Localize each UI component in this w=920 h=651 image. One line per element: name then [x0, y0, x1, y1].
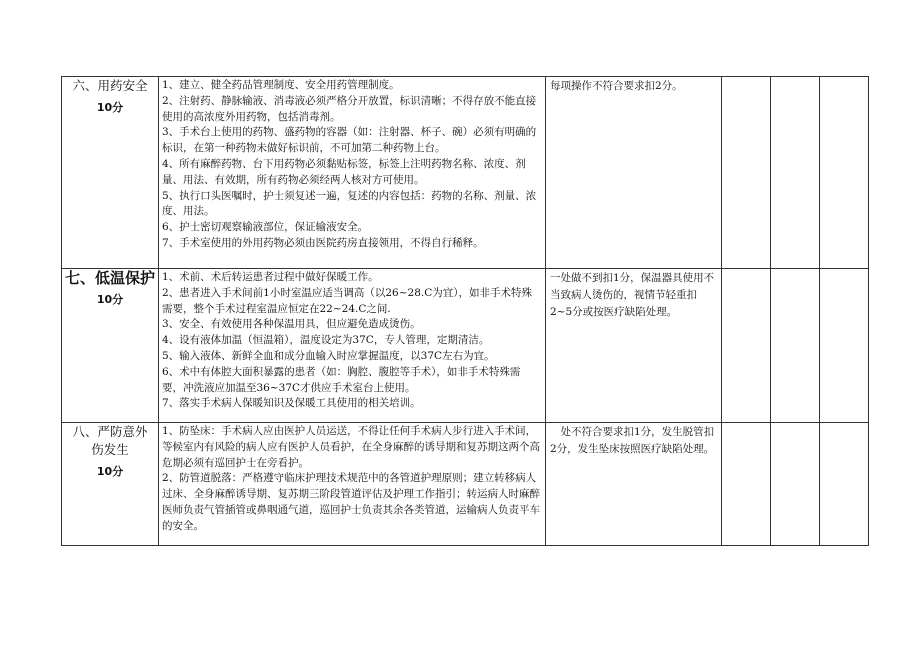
category-score: 10分	[96, 465, 124, 478]
score-cell	[722, 269, 771, 423]
category-score: 10分	[96, 293, 124, 306]
requirement-item: 5、输入液体、新鲜全血和成分血输入时应掌握温度，以37C左右为宜。	[162, 349, 495, 362]
score-cell	[820, 269, 869, 423]
requirement-item: 5、执行口头医嘱时，护士须复述一遍，复述的内容包括：药物的名称、剂量、浓度、用法。	[162, 189, 537, 218]
deduction-cell	[546, 77, 722, 269]
category-cell	[62, 77, 159, 269]
requirement-item: 6、术中有体腔大面积暴露的患者（如：胸腔、腹腔等手术），如非手术特殊需要，冲洗液应加温至36~37C才供应手术室台上使用。	[162, 365, 521, 394]
table-row-section-7	[62, 269, 869, 423]
deduction-text: 一处做不到扣1分，保温器具使用不当致病人烫伤的，视情节轻重扣2~5分或按医疗缺陷处理。	[550, 272, 715, 318]
requirement-item: 3、安全、有效使用各种保温用具，但应避免造成烫伤。	[162, 318, 421, 331]
score-cell	[771, 423, 820, 546]
score-cell	[820, 77, 869, 269]
requirement-item: 1、建立、健全药品管理制度、安全用药管理制度。	[162, 79, 400, 91]
requirement-item: 4、所有麻醉药物、台下用药物必须黏贴标签，标签上注明药物名称、浓度、剂量、用法、有效期，所有药物必须经两人核对方可使用。	[162, 157, 526, 186]
deduction-cell	[546, 423, 722, 546]
score-cell	[722, 77, 771, 269]
requirement-item: 1、防坠床：手术病人应由医护人员运送，不得让任何手术病人步行进入手术间，等候室内有风险的病人应有医护人员看护，在全身麻醉的诱导期和复苏期这两个高危期必须有巡回护士在旁看护。	[162, 425, 540, 469]
table-row-section-6	[62, 77, 869, 269]
table-row-section-8	[62, 423, 869, 546]
requirements-cell	[159, 77, 546, 269]
deduction-cell	[546, 269, 722, 423]
score-cell	[820, 423, 869, 546]
requirements-cell	[159, 269, 546, 423]
requirement-item: 1、术前、术后转运患者过程中做好保暖工作。	[162, 271, 379, 283]
requirement-item: 2、患者进入手术间前1小时室温应适当调高（以26~28.C为宜），如非手术特殊需要，整个手术过程室温应恒定在22~24.C之间.	[162, 286, 533, 315]
deduction-text: 每项操作不符合要求扣2分。	[550, 80, 683, 92]
requirement-item: 6、护士密切观察输液部位，保证输液安全。	[162, 221, 369, 234]
score-cell	[771, 269, 820, 423]
category-cell	[62, 423, 159, 546]
category-title: 七、低温保护	[64, 269, 155, 287]
category-title: 六、用药安全	[72, 78, 148, 93]
requirement-item: 4、设有液体加温（恒温箱），温度设定为37C，专人管理，定期清洁。	[162, 334, 490, 347]
evaluation-table	[61, 76, 869, 546]
score-cell	[771, 77, 820, 269]
requirement-item: 3、手术台上使用的药物、盛药物的容器（如：注射器、杯子、碗）必须有明确的标识，在第一种药物未做好标识前，不可加第二种药物上台。	[162, 126, 537, 155]
requirement-item: 7、落实手术病人保暖知识及保暖工具使用的相关培训。	[162, 397, 421, 410]
category-cell	[62, 269, 159, 423]
requirement-item: 7、手术室使用的外用药物必须由医院药房直接领用，不得自行稀释。	[162, 236, 484, 249]
score-cell	[722, 423, 771, 546]
requirement-item: 2、防管道脱落：严格遵守临床护理技术规范中的各管道护理原则；建立转移病人过床、全身麻醉诱导期、复苏期三阶段管道评估及护理工作指引；转运病人时麻醉医师负责气管插管或鼻咽通气道，巡回护士负责其余各类管道，运输病人负责平车的安全。	[162, 472, 540, 532]
requirement-item: 2、注射药、静脉输液、消毒液必须严格分开放置，标识清晰；不得存放不能直接使用的高浓度外用药物，包括消毒剂。	[162, 94, 537, 123]
requirements-cell	[159, 423, 546, 546]
category-score: 10分	[96, 101, 124, 114]
deduction-text: 处不符合要求扣1分，发生脱管扣2分，发生坠床按照医疗缺陷处理。	[550, 426, 715, 455]
category-title: 八、严防意外伤发生	[72, 424, 148, 457]
